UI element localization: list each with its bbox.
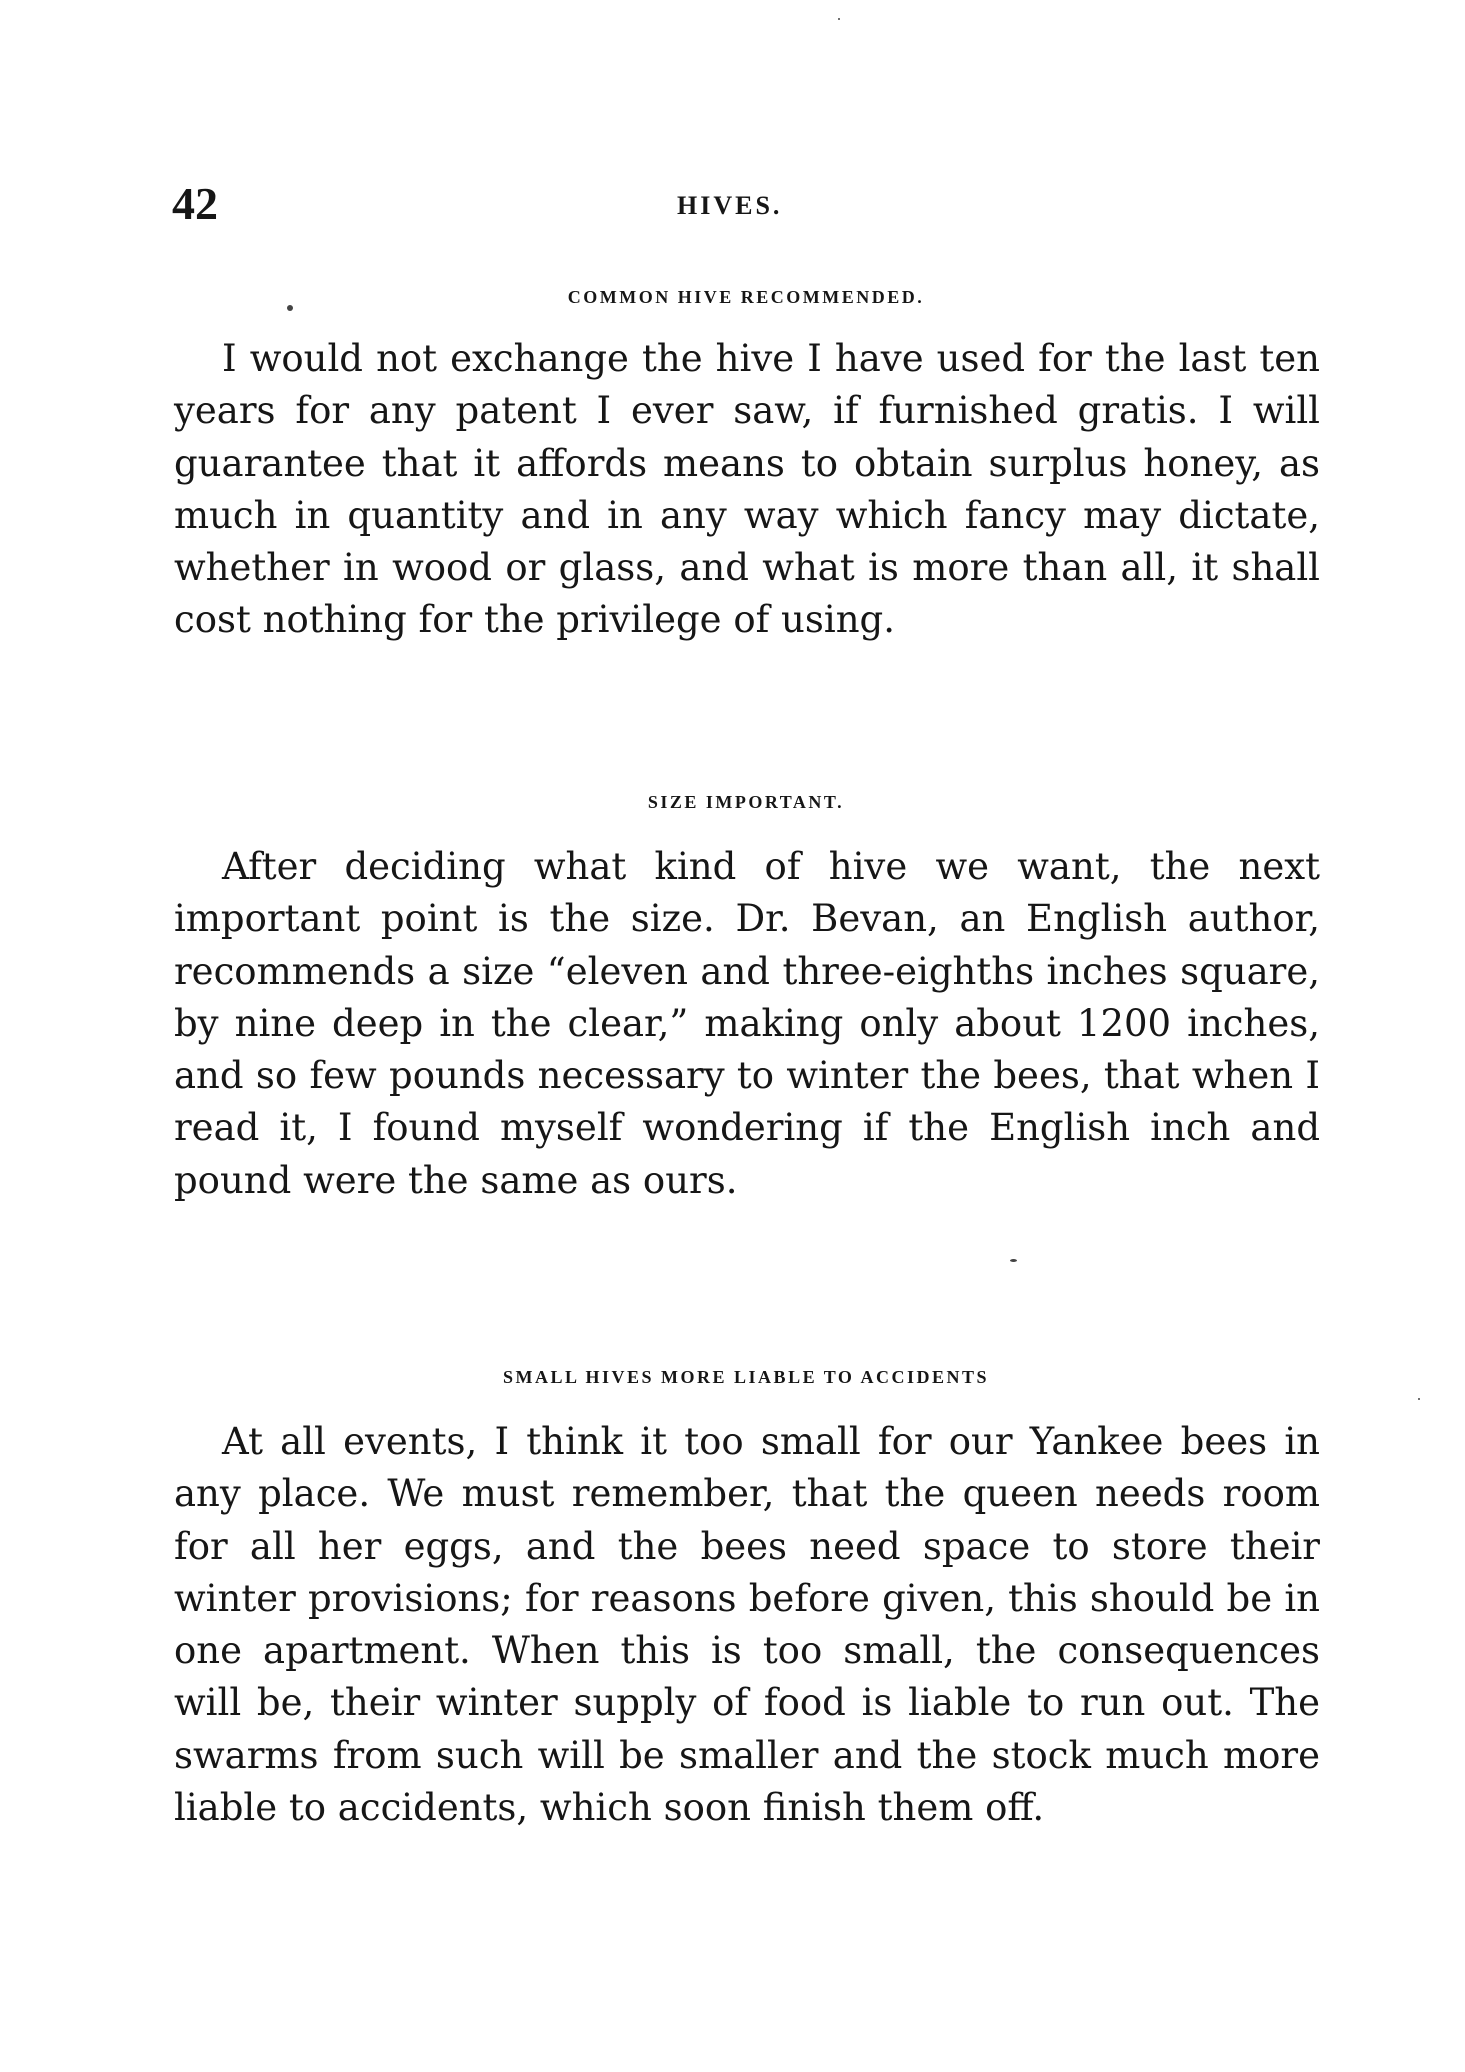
scan-speck bbox=[838, 18, 840, 20]
paragraph-common-hive: I would not exchange the hive I have used for the last ten years for any patent I ever saw, if furnished gratis. I will guarantee that it affords means to obtain surplus honey, as much in quantity and in any way which fancy may dictate, whether in wood or glass, and what is more than all, it shall cost nothing for the privilege of using. bbox=[174, 337, 1320, 642]
section-heading-small-hives: SMALL HIVES MORE LIABLE TO ACCIDENTS bbox=[503, 1367, 989, 1387]
paragraph-size-important: After deciding what kind of hive we want, the next important point is the size. Dr. Bevan, an English author, recommends a size “eleven and three-eighths inches square, by nine deep in the clear,” making only about 1200 inches, and so few pounds necessary to winter the bees, that when I read it, I found myself wondering if the English inch and pound were the same as ours. bbox=[174, 845, 1320, 1202]
page-number: 42 bbox=[172, 178, 218, 229]
scan-speck bbox=[287, 305, 293, 311]
section-heading-common-hive: COMMON HIVE RECOMMENDED. bbox=[567, 287, 925, 307]
section-heading-size-important: SIZE IMPORTANT. bbox=[647, 792, 845, 812]
paragraph-small-hives: At all events, I think it too small for our Yankee bees in any place. We must remember, that the queen needs room for all her eggs, and the bees need space to store their winter provisions; for reasons before given, this should be in one apartment. When this is too small, the consequences will be, their winter supply of food is liable to run out. The swarms from such will be smaller and the stock much more liable to accidents, which soon finish them off. bbox=[174, 1420, 1320, 1830]
scan-speck bbox=[1010, 1259, 1017, 1262]
running-title: HIVES. bbox=[677, 191, 783, 220]
running-head bbox=[172, 176, 1320, 236]
scan-speck bbox=[1418, 1398, 1420, 1400]
